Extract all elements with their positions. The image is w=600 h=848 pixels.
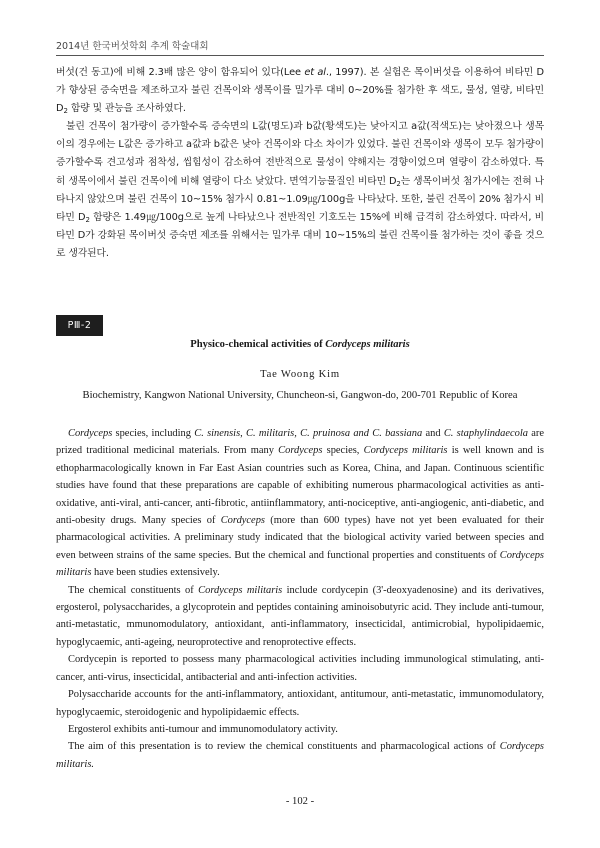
italic-text: Cordyceps militaris	[198, 584, 283, 596]
subscript-text: 2	[63, 107, 68, 116]
text-run: Physico-chemical activities of	[190, 339, 326, 350]
text-run: 함량 및 관능을 조사하였다.	[67, 103, 186, 115]
italic-text: C. sinensis, C. militaris, C. pruinosa and C. bassiana	[194, 428, 423, 439]
text-run: 는 생목이버섯 첨가시에는 전혀 나타나지 않았으며 불린 건목이 10~15% 첨가시 0.81~1.09㎍/100g을 나타났다. 또한, 불린 건목이 20% 첨가시 비타민 D	[56, 175, 544, 223]
abstract-paragraph	[56, 738, 544, 773]
abstract-title	[56, 339, 544, 350]
italic-text: C. staphylindaecola	[443, 428, 528, 439]
text-run: Ergosterol exhibits anti-tumour and immunomodulatory activity.	[68, 723, 338, 735]
abstract-paragraph	[56, 425, 544, 582]
author-affiliation: Biochemistry, Kangwon National University, Chuncheon-si, Gangwon-do, 200-701 Republic of Korea	[82, 390, 518, 401]
text-run: The aim of this presentation is to review the chemical constituents and pharmacological actions of	[68, 741, 500, 753]
italic-text: Cordyceps militaris	[325, 339, 410, 350]
text-run: include cordycepin (3'-deoxyadenosine) and its derivatives, ergosterol, polysaccharides, a glycoprotein and peptides containing aminoisobutyric acid. They include anti-tumour, anti-metastatic, mmunomodulatory, antioxidant, anti-inflammatory, insecticidal, antimicrobial, hypolipidaemic, hypoglycaemic, anti-ageing, neuroprotective and renoprotective effects.	[56, 584, 544, 648]
text-run: ., 1997). 본 실험은 목이버섯을 이용하여 비타민 D가 향상된 증숙면을 제조하고자 불린 건목이와 생목이를 밀가루 대비 0~20%를 첨가한 후 색도, 물성, 열량, 비타민 D	[56, 67, 544, 115]
text-run: species, including	[112, 428, 195, 439]
korean-paragraph	[56, 64, 544, 118]
poster-id-badge: PⅢ-2	[56, 315, 103, 336]
subscript-text: 2	[396, 179, 401, 188]
italic-text: Cordyceps	[68, 428, 113, 439]
italic-text: Cordyceps militaris.	[56, 741, 544, 770]
running-header: 2014년 한국버섯학회 추계 학술대회	[56, 41, 209, 52]
subscript-text: 2	[85, 215, 90, 224]
korean-abstract-continuation	[56, 64, 544, 263]
text-run: Polysaccharide accounts for the anti-inflammatory, antioxidant, antitumour, anti-metastatic, immunomodulatory, hypoglycaemic, steroidogenic and hypolipidaemic effects.	[56, 689, 544, 718]
text-run: 불린 건목이 첨가량이 증가할수록 증숙면의 L값(명도)과 b값(황색도)는 낮아지고 a값(적색도)는 낮아졌으나 생목이의 경우에는 L값은 증가하고 a값과 b값은 낮아 건목이와 다소 차이가 있었다. 불린 건목이와 생목이 모두 첨가량이 증가할수록 견고성과 점착성, 씹힘성이 감소하여 전반적으로 물성이 약해지는 경향이었으며 열량이 감소하였다. 특히 생목이에서 불린 건목이에 비해 열량이 다소 낮았다. 면역기능물질인 비타민 D	[56, 121, 544, 187]
page-number: - 102 -	[285, 796, 315, 807]
italic-text: Cordyceps	[220, 515, 265, 527]
abstract-paragraph	[56, 686, 544, 721]
text-run: and	[422, 428, 444, 439]
abstract-paragraph	[56, 651, 544, 686]
text-run: Cordycepin is reported to possess many pharmacological activities including immunological stimulating, anti-cancer, anti-virus, insecticidal, antibacterial and anti-infection activities.	[56, 654, 544, 683]
header-divider	[56, 55, 544, 56]
text-run: (more than 600 types) have not yet been evaluated for their pharmacological activities. A preliminary study indicated that the biological activity varied between species and even between strains of the same species. But the chemical and functional properties and constituents of	[56, 515, 544, 561]
text-run: 함량은 1.49㎍/100g으로 높게 나타났으나 전반적인 기호도는 15%에 비해 급격히 감소하였다. 따라서, 비타민 D가 강화된 목이버섯 증숙면 제조를 위해서는 밀가루 대비 10~15%의 불린 건목이를 첨가하는 것이 좋을 것으로 생각된다.	[56, 211, 544, 259]
text-run: The chemical constituents of	[68, 584, 199, 596]
italic-text: Cordyceps militaris	[56, 549, 544, 579]
abstract-paragraph	[56, 721, 544, 738]
text-run: have been studies extensively.	[91, 567, 220, 579]
text-run: is well known and is ethopharmacologically known in Far East Asian countries such as Korea, China, and Japan. Continuous scientific studies have found that these preparations are capable of exhibiting numerous pharmacological activities as anti-oxidative, anti-viral, anti-cancer, anti-fibrotic, antiinflammatory, anti-nociceptive, anti-angiogenic, anti-diabetic, and anti-obesity drugs. Many species of	[56, 445, 544, 527]
abstract-paragraph	[56, 582, 544, 652]
korean-paragraph	[56, 118, 544, 263]
author-name: Tae Woong Kim	[260, 369, 340, 380]
italic-text: Cordyceps militaris	[363, 445, 448, 457]
italic-text: Cordyceps	[278, 445, 323, 457]
english-abstract-body	[56, 425, 544, 773]
italic-text: et al	[304, 67, 326, 78]
text-run: are prized traditional medicinal materials. From many	[56, 428, 544, 457]
text-run: species,	[322, 445, 364, 457]
text-run: 버섯(건 동고)에 비해 2.3배 많은 양이 함유되어 있다(Lee	[56, 67, 305, 78]
